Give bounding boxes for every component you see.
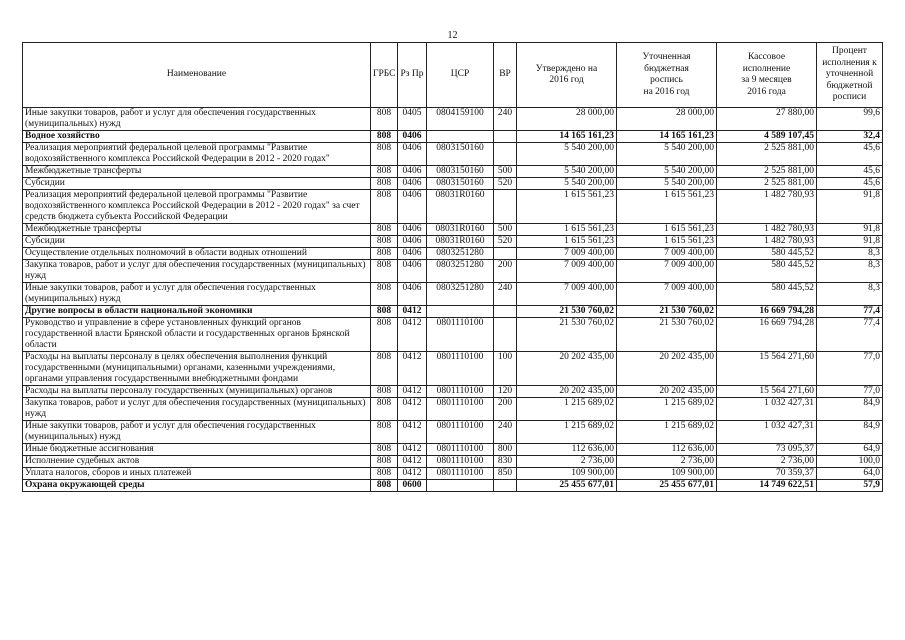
cell-rzpr: 0412 [398,398,427,421]
cell-percent: 57,9 [817,480,883,492]
cell-rzpr: 0412 [398,318,427,352]
cell-vr: 240 [494,421,517,444]
column-header-percent: Процент исполнения к уточненной бюджетной росписи [817,43,883,108]
table-header-row [23,43,883,108]
cell-vr [494,248,517,260]
cell-name: Субсидии [23,178,371,190]
cell-vr [494,306,517,318]
cell-grbs: 808 [371,236,398,248]
cell-name: Иные закупки товаров, работ и услуг для обеспечения государственных (муниципальных) нужд [23,108,371,131]
cell-vr [494,318,517,352]
cell-vr: 850 [494,468,517,480]
cell-vr: 500 [494,166,517,178]
cell-csr: 0801110100 [427,386,494,398]
budget-execution-table [22,42,883,492]
cell-csr: 0801110100 [427,456,494,468]
cell-name: Расходы на выплаты персоналу в целях обеспечения выполнения функций государственными (муниципальными) органами, казенными учреждениями, органами управления государственными внебюджетными фондами [23,352,371,386]
cell-name: Закупка товаров, работ и услуг для обеспечения государственных (муниципальных) нужд [23,398,371,421]
cell-refined: 1 615 561,23 [617,190,717,224]
cell-csr: 08031R0160 [427,236,494,248]
cell-refined: 14 165 161,23 [617,131,717,143]
cell-cash: 580 445,52 [717,248,817,260]
cell-cash: 70 359,37 [717,468,817,480]
cell-percent: 64,9 [817,444,883,456]
cell-rzpr: 0406 [398,283,427,306]
cell-csr: 0801110100 [427,352,494,386]
cell-percent: 8,3 [817,248,883,260]
table-row [23,236,883,248]
cell-csr: 08031R0160 [427,224,494,236]
table-row [23,421,883,444]
cell-grbs: 808 [371,456,398,468]
cell-name: Уплата налогов, сборов и иных платежей [23,468,371,480]
cell-vr: 500 [494,224,517,236]
cell-refined: 7 009 400,00 [617,260,717,283]
cell-grbs: 808 [371,421,398,444]
column-header-rzpr: Рз Пр [398,43,427,108]
cell-approved: 1 215 689,02 [517,421,617,444]
table-body [23,108,883,492]
cell-cash: 2 525 881,00 [717,166,817,178]
cell-name: Межбюджетные трансферты [23,166,371,178]
cell-refined: 28 000,00 [617,108,717,131]
cell-csr: 0801110100 [427,398,494,421]
table-row [23,143,883,166]
cell-refined: 2 736,00 [617,456,717,468]
cell-refined: 20 202 435,00 [617,352,717,386]
cell-cash: 15 564 271,60 [717,352,817,386]
cell-percent: 45,6 [817,178,883,190]
cell-percent: 32,4 [817,131,883,143]
cell-grbs: 808 [371,306,398,318]
cell-cash: 1 482 780,93 [717,236,817,248]
cell-name: Иные закупки товаров, работ и услуг для обеспечения государственных (муниципальных) нужд [23,283,371,306]
cell-approved: 21 530 760,02 [517,318,617,352]
cell-refined: 21 530 760,02 [617,306,717,318]
cell-rzpr: 0406 [398,178,427,190]
table-row [23,108,883,131]
cell-csr [427,480,494,492]
cell-vr: 240 [494,283,517,306]
cell-refined: 20 202 435,00 [617,386,717,398]
cell-refined: 1 215 689,02 [617,421,717,444]
cell-refined: 1 615 561,23 [617,236,717,248]
cell-cash: 27 880,00 [717,108,817,131]
cell-refined: 5 540 200,00 [617,166,717,178]
cell-refined: 5 540 200,00 [617,178,717,190]
cell-csr: 0801110100 [427,444,494,456]
cell-csr: 0803150160 [427,166,494,178]
cell-refined: 1 615 561,23 [617,224,717,236]
cell-csr: 0803150160 [427,178,494,190]
cell-approved: 109 900,00 [517,468,617,480]
cell-approved: 28 000,00 [517,108,617,131]
cell-name: Руководство и управление в сфере установленных функций органов государственной власти Брянской области и государственных органов Брянской области [23,318,371,352]
cell-approved: 5 540 200,00 [517,166,617,178]
cell-refined: 25 455 677,01 [617,480,717,492]
cell-csr: 0801110100 [427,318,494,352]
cell-name: Исполнение судебных актов [23,456,371,468]
table-row [23,386,883,398]
cell-grbs: 808 [371,352,398,386]
table-row [23,190,883,224]
cell-csr: 0803251280 [427,260,494,283]
cell-rzpr: 0406 [398,143,427,166]
cell-vr: 100 [494,352,517,386]
column-header-approved: Утверждено на 2016 год [517,43,617,108]
cell-percent: 77,0 [817,352,883,386]
cell-name: Реализация мероприятий федеральной целевой программы "Развитие водохозяйственного комплекса Российской Федерации в 2012 - 2020 годах" [23,143,371,166]
table-row [23,352,883,386]
cell-name: Субсидии [23,236,371,248]
cell-grbs: 808 [371,260,398,283]
table-row [23,398,883,421]
column-header-name: Наименование [23,43,371,108]
table-row [23,283,883,306]
cell-name: Другие вопросы в области национальной экономики [23,306,371,318]
cell-approved: 112 636,00 [517,444,617,456]
cell-percent: 100,0 [817,456,883,468]
cell-grbs: 808 [371,224,398,236]
cell-vr: 200 [494,398,517,421]
cell-percent: 99,6 [817,108,883,131]
cell-cash: 1 032 427,31 [717,421,817,444]
cell-rzpr: 0406 [398,190,427,224]
cell-rzpr: 0406 [398,166,427,178]
cell-approved: 5 540 200,00 [517,143,617,166]
column-header-vr: ВР [494,43,517,108]
table-row [23,444,883,456]
cell-refined: 1 215 689,02 [617,398,717,421]
cell-percent: 91,8 [817,190,883,224]
cell-csr [427,306,494,318]
cell-refined: 21 530 760,02 [617,318,717,352]
cell-approved: 5 540 200,00 [517,178,617,190]
cell-approved: 25 455 677,01 [517,480,617,492]
cell-grbs: 808 [371,398,398,421]
cell-percent: 64,0 [817,468,883,480]
cell-vr: 240 [494,108,517,131]
cell-cash: 14 749 622,51 [717,480,817,492]
cell-rzpr: 0412 [398,306,427,318]
cell-grbs: 808 [371,178,398,190]
cell-rzpr: 0406 [398,224,427,236]
cell-rzpr: 0406 [398,131,427,143]
table-row [23,248,883,260]
table-row [23,456,883,468]
cell-name: Закупка товаров, работ и услуг для обеспечения государственных (муниципальных) нужд [23,260,371,283]
cell-csr: 08031R0160 [427,190,494,224]
cell-rzpr: 0412 [398,456,427,468]
cell-cash: 1 482 780,93 [717,224,817,236]
cell-grbs: 808 [371,131,398,143]
cell-approved: 7 009 400,00 [517,248,617,260]
cell-approved: 7 009 400,00 [517,260,617,283]
table-row [23,131,883,143]
cell-vr [494,480,517,492]
cell-name: Реализация мероприятий федеральной целевой программы "Развитие водохозяйственного комплекса Российской Федерации в 2012 - 2020 годах" за счет средств бюджета субъекта Российской Федерации [23,190,371,224]
cell-approved: 1 215 689,02 [517,398,617,421]
cell-vr [494,143,517,166]
cell-csr: 0801110100 [427,421,494,444]
cell-vr: 120 [494,386,517,398]
cell-percent: 8,3 [817,283,883,306]
cell-refined: 5 540 200,00 [617,143,717,166]
cell-grbs: 808 [371,283,398,306]
cell-grbs: 808 [371,386,398,398]
cell-vr: 520 [494,236,517,248]
table-row [23,306,883,318]
cell-vr [494,131,517,143]
cell-vr [494,190,517,224]
cell-approved: 14 165 161,23 [517,131,617,143]
cell-vr: 800 [494,444,517,456]
cell-percent: 77,4 [817,306,883,318]
cell-vr: 520 [494,178,517,190]
cell-percent: 77,4 [817,318,883,352]
column-header-cash: Кассовое исполнение за 9 месяцев 2016 года [717,43,817,108]
cell-cash: 15 564 271,60 [717,386,817,398]
cell-grbs: 808 [371,248,398,260]
cell-name: Иные бюджетные ассигнования [23,444,371,456]
cell-rzpr: 0406 [398,236,427,248]
cell-vr: 830 [494,456,517,468]
cell-grbs: 808 [371,468,398,480]
cell-grbs: 808 [371,318,398,352]
cell-csr: 0801110100 [427,468,494,480]
cell-rzpr: 0600 [398,480,427,492]
cell-percent: 45,6 [817,143,883,166]
cell-percent: 77,0 [817,386,883,398]
cell-name: Расходы на выплаты персоналу государственных (муниципальных) органов [23,386,371,398]
cell-cash: 580 445,52 [717,283,817,306]
cell-percent: 45,6 [817,166,883,178]
cell-name: Осуществление отдельных полномочий в области водных отношений [23,248,371,260]
cell-cash: 580 445,52 [717,260,817,283]
cell-cash: 16 669 794,28 [717,318,817,352]
cell-name: Водное хозяйство [23,131,371,143]
cell-percent: 84,9 [817,398,883,421]
cell-refined: 7 009 400,00 [617,283,717,306]
table-row [23,178,883,190]
cell-name: Иные закупки товаров, работ и услуг для обеспечения государственных (муниципальных) нужд [23,421,371,444]
cell-cash: 2 736,00 [717,456,817,468]
cell-rzpr: 0405 [398,108,427,131]
cell-approved: 1 615 561,23 [517,190,617,224]
cell-approved: 20 202 435,00 [517,386,617,398]
cell-approved: 1 615 561,23 [517,224,617,236]
cell-cash: 2 525 881,00 [717,143,817,166]
cell-cash: 16 669 794,28 [717,306,817,318]
cell-percent: 91,8 [817,236,883,248]
table-row [23,318,883,352]
cell-percent: 91,8 [817,224,883,236]
cell-rzpr: 0412 [398,444,427,456]
cell-vr: 200 [494,260,517,283]
cell-rzpr: 0412 [398,352,427,386]
cell-grbs: 808 [371,190,398,224]
cell-refined: 7 009 400,00 [617,248,717,260]
cell-percent: 8,3 [817,260,883,283]
cell-csr: 0803150160 [427,143,494,166]
cell-csr: 0803251280 [427,283,494,306]
column-header-refined: Уточненная бюджетная роспись на 2016 год [617,43,717,108]
cell-approved: 1 615 561,23 [517,236,617,248]
cell-grbs: 808 [371,480,398,492]
cell-grbs: 808 [371,143,398,166]
table-row [23,480,883,492]
column-header-csr: ЦСР [427,43,494,108]
cell-refined: 112 636,00 [617,444,717,456]
cell-csr: 0803251280 [427,248,494,260]
cell-refined: 109 900,00 [617,468,717,480]
table-row [23,468,883,480]
cell-rzpr: 0412 [398,468,427,480]
cell-rzpr: 0406 [398,260,427,283]
cell-grbs: 808 [371,444,398,456]
page-number: 12 [447,30,458,41]
cell-csr: 0804159100 [427,108,494,131]
cell-cash: 2 525 881,00 [717,178,817,190]
table-row [23,260,883,283]
cell-csr [427,131,494,143]
cell-percent: 84,9 [817,421,883,444]
cell-name: Межбюджетные трансферты [23,224,371,236]
cell-approved: 2 736,00 [517,456,617,468]
cell-name: Охрана окружающей среды [23,480,371,492]
cell-cash: 1 482 780,93 [717,190,817,224]
cell-rzpr: 0412 [398,386,427,398]
table-row [23,166,883,178]
cell-cash: 4 589 107,45 [717,131,817,143]
cell-approved: 20 202 435,00 [517,352,617,386]
cell-cash: 1 032 427,31 [717,398,817,421]
cell-rzpr: 0412 [398,421,427,444]
cell-rzpr: 0406 [398,248,427,260]
cell-cash: 73 095,37 [717,444,817,456]
table-row [23,224,883,236]
column-header-grbs: ГРБС [371,43,398,108]
cell-approved: 7 009 400,00 [517,283,617,306]
cell-grbs: 808 [371,108,398,131]
cell-grbs: 808 [371,166,398,178]
cell-approved: 21 530 760,02 [517,306,617,318]
